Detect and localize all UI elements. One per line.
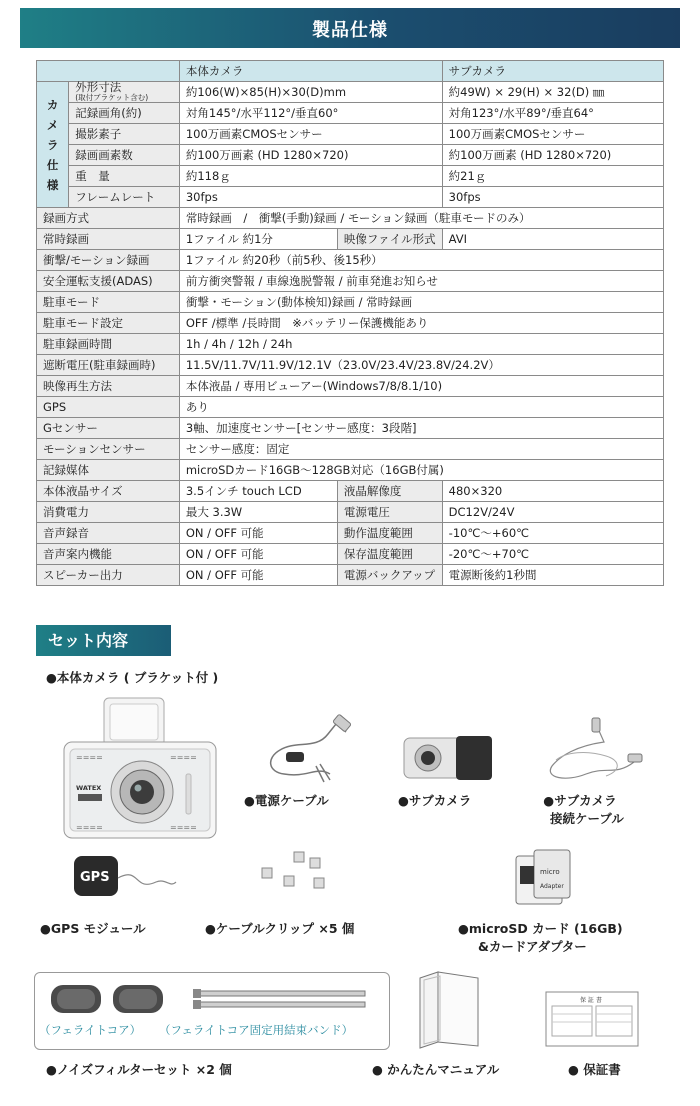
power-cable-illustration bbox=[256, 710, 356, 788]
main-camera-caption: ●本体カメラ ( ブラケット付 ) bbox=[46, 670, 219, 685]
row-label: モーションセンサー bbox=[37, 439, 180, 460]
row-value: ON / OFF 可能 bbox=[179, 565, 337, 586]
table-row bbox=[37, 355, 664, 376]
table-row bbox=[37, 313, 664, 334]
table-row bbox=[37, 418, 664, 439]
row-value-2: -10℃～+60℃ bbox=[442, 523, 663, 544]
row-label: スピーカー出力 bbox=[37, 565, 180, 586]
sub-value: 30fps bbox=[442, 187, 663, 208]
main-value: 約118ｇ bbox=[179, 166, 442, 187]
row-label: 撮影素子 bbox=[69, 124, 180, 145]
row-value-2: 電源断後約1秒間 bbox=[442, 565, 663, 586]
header-blank-cell bbox=[37, 61, 180, 82]
row-value: ON / OFF 可能 bbox=[179, 544, 337, 565]
row-value: microSDカード16GB～128GB対応（16GB付属) bbox=[179, 460, 663, 481]
row-value: 衝撃・モーション(動体検知)録画 / 常時録画 bbox=[179, 292, 663, 313]
microsd-illustration bbox=[512, 848, 584, 906]
row-value: OFF /標準 /長時間 ※バッテリー保護機能あり bbox=[179, 313, 663, 334]
warranty-doc-title: 保 証 書 bbox=[580, 997, 602, 1004]
row-label-2: 液晶解像度 bbox=[337, 481, 442, 502]
table-row bbox=[37, 397, 664, 418]
row-label: 音声録音 bbox=[37, 523, 180, 544]
row-label: GPS bbox=[37, 397, 180, 418]
row-label: 録画画素数 bbox=[69, 145, 180, 166]
row-value: 前方衝突警報 / 車線逸脱警報 / 前車発進お知らせ bbox=[179, 271, 663, 292]
row-label: 駐車モード設定 bbox=[37, 313, 180, 334]
table-row bbox=[37, 376, 664, 397]
row-label: 駐車録画時間 bbox=[37, 334, 180, 355]
camera-group-label bbox=[37, 82, 69, 208]
power-cable-caption: ●電源ケーブル bbox=[244, 793, 329, 808]
microsd-caption-line1: ●microSD カード (16GB) bbox=[458, 921, 623, 936]
row-label-2: 電源バックアップ bbox=[337, 565, 442, 586]
main-value: 対角145°/水平112°/垂直60° bbox=[179, 103, 442, 124]
main-value: 30fps bbox=[179, 187, 442, 208]
row-value: 11.5V/11.7V/11.9V/12.1V（23.0V/23.4V/23.8V/24.2V） bbox=[179, 355, 663, 376]
row-value: 1h / 4h / 12h / 24h bbox=[179, 334, 663, 355]
row-label-2: 保存温度範囲 bbox=[337, 544, 442, 565]
table-row bbox=[37, 439, 664, 460]
row-value: 本体液晶 / 専用ビューアー(Windows7/8/8.1/10) bbox=[179, 376, 663, 397]
row-value-2: DC12V/24V bbox=[442, 502, 663, 523]
sub-value: 対角123°/水平89°/垂直64° bbox=[442, 103, 663, 124]
ferrite-label: （フェライトコア） bbox=[39, 1023, 142, 1037]
row-label: 常時録画 bbox=[37, 229, 180, 250]
camera-label-char: ラ bbox=[46, 137, 59, 152]
table-row bbox=[37, 460, 664, 481]
row-label-2: 電源電圧 bbox=[337, 502, 442, 523]
main-camera-header: 本体カメラ bbox=[179, 61, 442, 82]
row-value-2: -20℃～+70℃ bbox=[442, 544, 663, 565]
camera-label-char: 仕 bbox=[46, 157, 59, 172]
label-subtext: (取付ブラケット含む) bbox=[75, 93, 149, 102]
row-label: 消費電力 bbox=[37, 502, 180, 523]
table-row bbox=[37, 166, 664, 187]
sub-cable-caption bbox=[536, 791, 624, 827]
main-value: 約106(W)×85(H)×30(D)mm bbox=[179, 82, 442, 103]
row-label: 記録媒体 bbox=[37, 460, 180, 481]
row-label: 記録画角(約) bbox=[69, 103, 180, 124]
sd-label: micro bbox=[540, 868, 560, 876]
row-value: あり bbox=[179, 397, 663, 418]
cable-clips-illustration bbox=[256, 848, 332, 900]
row-label: 駐車モード bbox=[37, 292, 180, 313]
table-row bbox=[37, 502, 664, 523]
sub-value: 約49W) × 29(H) × 32(D) ㎜ bbox=[442, 82, 663, 103]
noise-filter-caption: ●ノイズフィルターセット ×2 個 bbox=[46, 1062, 232, 1077]
row-label: 遮断電圧(駐車録画時) bbox=[37, 355, 180, 376]
table-row bbox=[37, 565, 664, 586]
row-label: 音声案内機能 bbox=[37, 544, 180, 565]
ferrite-core-illustration bbox=[47, 981, 177, 1019]
table-row bbox=[37, 250, 664, 271]
noise-filter-box bbox=[34, 972, 390, 1050]
gps-caption: ●GPS モジュール bbox=[40, 921, 146, 936]
gps-icon-text: GPS bbox=[80, 870, 110, 885]
table-row bbox=[37, 544, 664, 565]
sub-cable-caption-line1: ●サブカメラ bbox=[543, 793, 617, 808]
row-value: 最大 3.3W bbox=[179, 502, 337, 523]
set-contents-title: セット内容 bbox=[36, 625, 171, 656]
manual-caption: ● かんたんマニュアル bbox=[372, 1062, 500, 1077]
row-label: 安全運転支援(ADAS) bbox=[37, 271, 180, 292]
row-label: 重 量 bbox=[69, 166, 180, 187]
label-text: 外形寸法 bbox=[75, 80, 122, 94]
camera-label-char: メ bbox=[46, 117, 59, 132]
row-value: 3軸、加速度センサー[センサー感度：3段階] bbox=[179, 418, 663, 439]
sub-value: 約21ｇ bbox=[442, 166, 663, 187]
table-row bbox=[37, 124, 664, 145]
main-value: 100万画素CMOSセンサー bbox=[179, 124, 442, 145]
camera-brand-text: WATEX bbox=[76, 784, 102, 792]
table-row bbox=[37, 292, 664, 313]
microsd-caption bbox=[458, 919, 623, 955]
table-row bbox=[37, 187, 664, 208]
sub-cable-caption-line2: 接続ケーブル bbox=[550, 811, 624, 826]
row-label: 衝撃/モーション録画 bbox=[37, 250, 180, 271]
table-row bbox=[37, 208, 664, 229]
spec-table bbox=[36, 60, 664, 586]
svg-text:====: ==== bbox=[170, 753, 197, 762]
row-label: 映像再生方法 bbox=[37, 376, 180, 397]
sd-adapter-label: Adapter bbox=[540, 883, 564, 890]
cable-tie-illustration bbox=[193, 987, 373, 1013]
sub-camera-header: サブカメラ bbox=[442, 61, 663, 82]
gps-module-illustration bbox=[70, 852, 180, 900]
table-row bbox=[37, 229, 664, 250]
cable-clip-caption: ●ケーブルクリップ ×5 個 bbox=[205, 921, 355, 936]
row-label-2: 動作温度範囲 bbox=[337, 523, 442, 544]
sub-camera-illustration bbox=[400, 730, 496, 784]
table-row bbox=[37, 523, 664, 544]
row-value: 3.5インチ touch LCD bbox=[179, 481, 337, 502]
row-value-2: AVI bbox=[442, 229, 663, 250]
row-label: フレームレート bbox=[69, 187, 180, 208]
table-row bbox=[37, 145, 664, 166]
table-row bbox=[37, 481, 664, 502]
title-banner bbox=[20, 8, 680, 48]
sub-cable-illustration bbox=[536, 716, 646, 788]
row-label-2: 映像ファイル形式 bbox=[337, 229, 442, 250]
row-value: 1ファイル 約1分 bbox=[179, 229, 337, 250]
band-label: （フェライトコア固定用結束バンド） bbox=[159, 1023, 354, 1037]
sub-camera-caption: ●サブカメラ bbox=[398, 793, 472, 808]
table-row bbox=[37, 82, 664, 103]
main-camera-illustration bbox=[62, 694, 222, 842]
row-value: ON / OFF 可能 bbox=[179, 523, 337, 544]
table-row bbox=[37, 61, 664, 82]
svg-text:====: ==== bbox=[76, 823, 103, 832]
sub-value: 約100万画素 (HD 1280×720) bbox=[442, 145, 663, 166]
row-value: 1ファイル 約20秒（前5秒、後15秒） bbox=[179, 250, 663, 271]
svg-text:====: ==== bbox=[76, 753, 103, 762]
row-value: センサー感度：固定 bbox=[179, 439, 663, 460]
row-label: 録画方式 bbox=[37, 208, 180, 229]
main-value: 約100万画素 (HD 1280×720) bbox=[179, 145, 442, 166]
row-value: 常時録画 / 衝撃(手動)録画 / モーション録画（駐車モードのみ） bbox=[179, 208, 663, 229]
warranty-caption: ● 保証書 bbox=[568, 1062, 621, 1077]
camera-label-char: カ bbox=[46, 97, 59, 112]
table-row bbox=[37, 103, 664, 124]
camera-label-char: 様 bbox=[46, 177, 59, 192]
row-label: 本体液晶サイズ bbox=[37, 481, 180, 502]
table-row bbox=[37, 271, 664, 292]
row-value-2: 480×320 bbox=[442, 481, 663, 502]
manual-illustration bbox=[416, 970, 486, 1050]
row-label: Gセンサー bbox=[37, 418, 180, 439]
page-title: 製品仕様 bbox=[312, 20, 388, 41]
row-label bbox=[69, 82, 180, 103]
sub-value: 100万画素CMOSセンサー bbox=[442, 124, 663, 145]
table-row bbox=[37, 334, 664, 355]
warranty-illustration bbox=[544, 990, 640, 1048]
microsd-caption-line2: &カードアダプター bbox=[478, 939, 587, 954]
svg-text:====: ==== bbox=[170, 823, 197, 832]
